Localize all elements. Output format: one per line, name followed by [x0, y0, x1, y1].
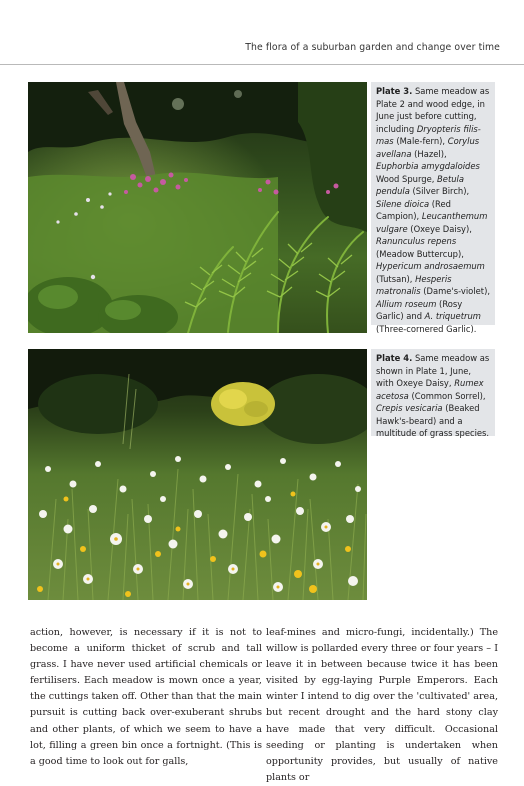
caption-run: (Silver Birch), [409, 186, 470, 196]
species-name: Leucanthemum vulgare [376, 211, 488, 234]
plate3-label: Plate 3. [376, 86, 413, 96]
body-text-right-column: leaf-mines and micro-fungi, incidentally.) The willow is pollarded every three or four years – I leave it in between because twice it has been visited by egg-laying Purple Emperors. Each winter I intend to dig over the 'cultivated' area, but recent drought and the hard stony clay have made that very difficult. Occasional seeding or planting is undertaken when opportunity provides, but usually of native plants or [266, 627, 498, 783]
caption-run: (Meadow Buttercup), [376, 248, 464, 259]
body-text-left-column: action, however, is necessary if it is not to become a uniform thicket of scrub and tall grass. I have never used artificial chemicals or fertilisers. Each meadow is mown once a year, the cuttings taken off. Other than that the main pursuit is cutting back over-exuberant shrubs and other plants, of which we seem to have a lot, filling a green bin once a fortnight. (This is a good time to look out for galls, [30, 627, 262, 767]
plate4-photo [28, 349, 367, 600]
species-name: Hypericum androsaemum [376, 261, 485, 271]
caption-run: (Hazel), [411, 148, 447, 159]
caption-run: Same meadow as shown in Plate 1, June, with Oxeye Daisy, [376, 353, 490, 388]
plate4-caption [371, 349, 495, 436]
caption-run: (Tutsan), [376, 273, 416, 284]
caption-run: Same meadow as Plate 2 and wood edge, in June just before cutting, including [376, 86, 490, 134]
caption-run: (Dame's-violet), [420, 286, 490, 296]
species-name: Hesperis matronalis [376, 273, 452, 296]
species-name: Allium roseum [376, 298, 437, 309]
species-name: A. triquetrum [424, 311, 481, 321]
caption-run: (Three-cornered Garlic). [376, 323, 477, 334]
caption-run: (Male-fern), [393, 136, 448, 146]
species-name: Ranunculus repens [376, 236, 457, 246]
species-name: Euphorbia amygdaloides [376, 161, 480, 171]
species-name: Silene dioica [376, 198, 430, 209]
plate3-caption [371, 82, 495, 334]
caption-run: Wood Spurge, [376, 173, 438, 184]
header-rule [0, 64, 524, 65]
plate3-photo [28, 82, 367, 333]
caption-run: (Common Sorrel), [408, 390, 486, 401]
caption-run: (Rosy Garlic) and [376, 298, 463, 321]
caption-run: (Oxeye Daisy), [407, 223, 472, 234]
caption-run: (Beaked Hawk's-beard) and a multitude of grass species. [376, 403, 490, 438]
species-name: Dryopteris filis-mas [376, 123, 481, 146]
plate3-caption-text [376, 86, 490, 334]
species-name: Corylus avellana [376, 136, 480, 159]
species-name: Crepis vesicaria [376, 403, 443, 413]
species-name: Betula pendula [376, 173, 464, 196]
running-head: The flora of a suburban garden and change over time [245, 42, 500, 53]
plate4-label: Plate 4. [376, 353, 413, 363]
species-name: Rumex acetosa [376, 378, 484, 401]
plate4-caption-text [376, 353, 489, 438]
caption-run: (Red Campion), [376, 198, 451, 221]
